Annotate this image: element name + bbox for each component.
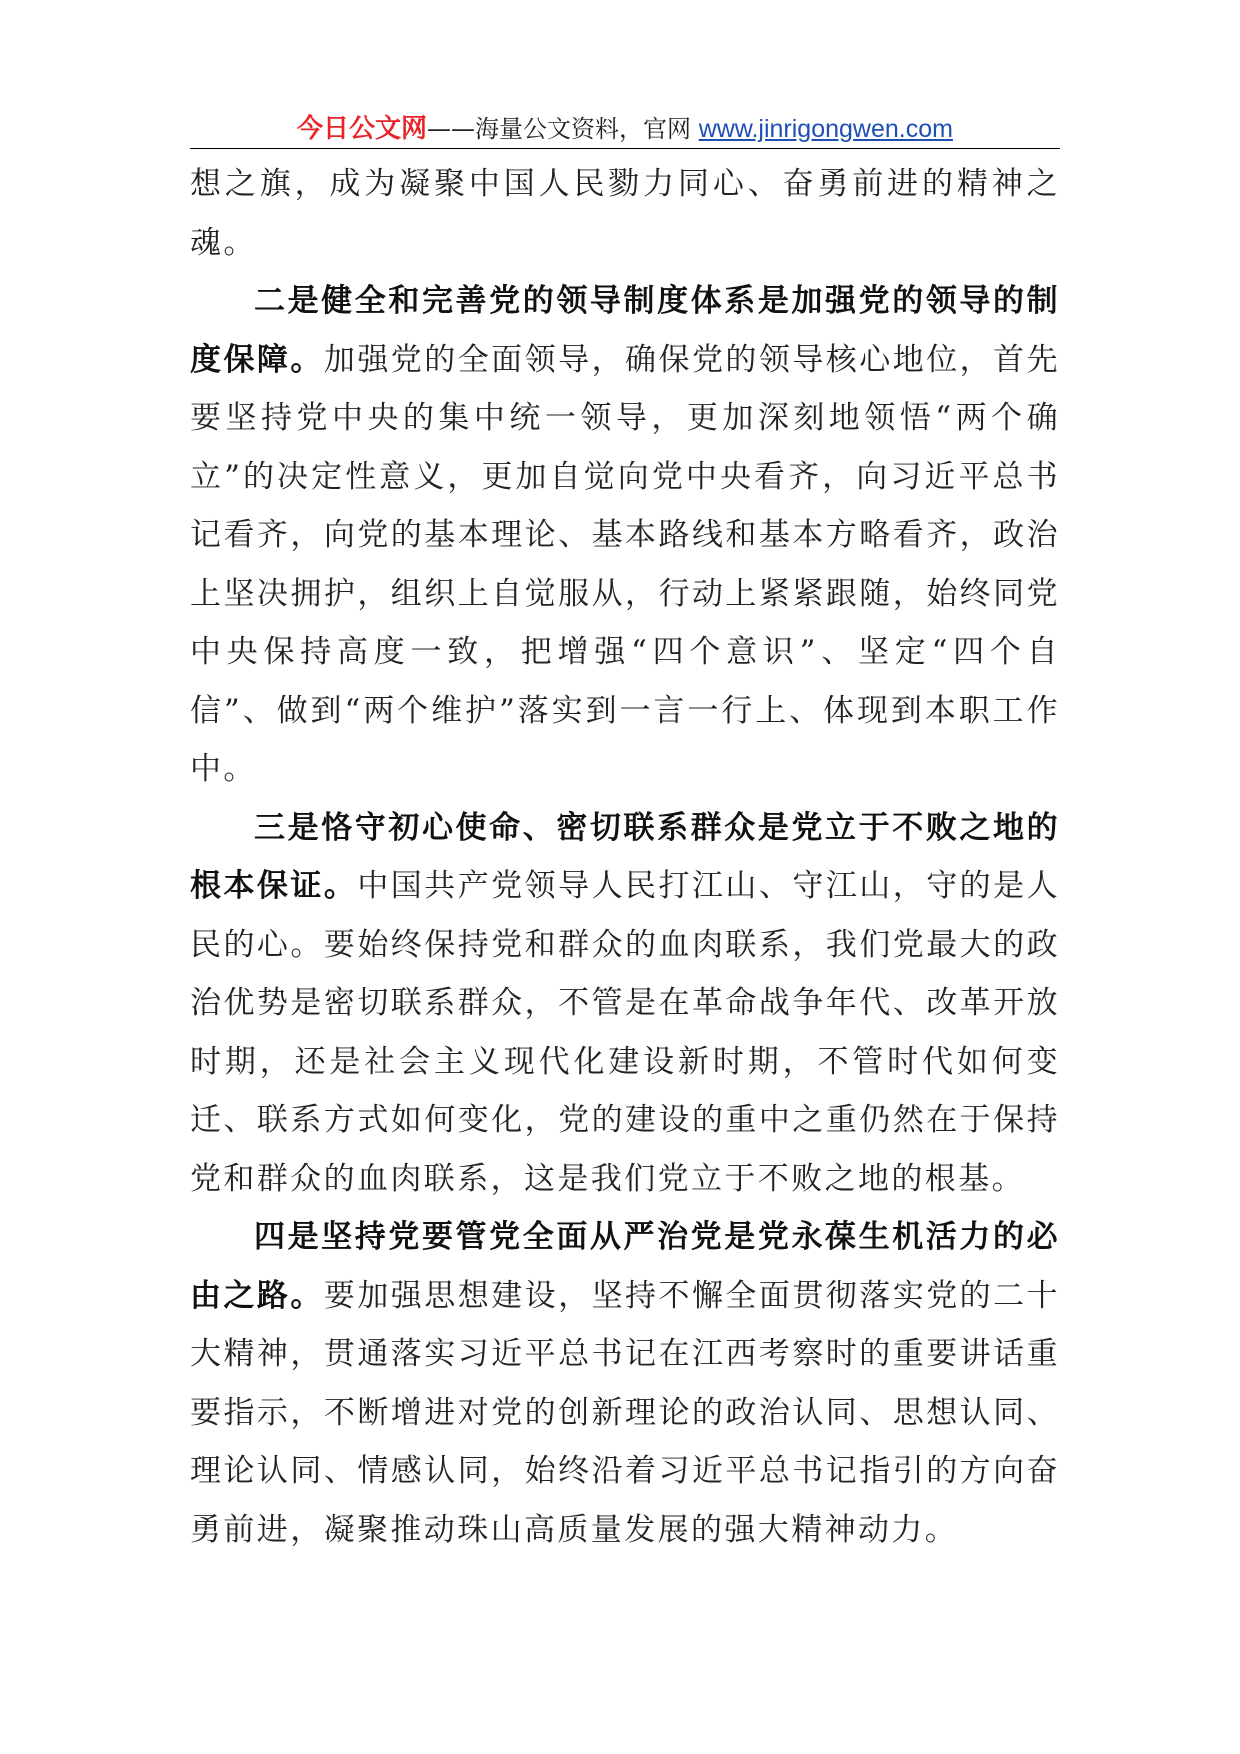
website-link[interactable]: www.jinrigongwen.com: [698, 115, 953, 143]
paragraph-point-3: [190, 799, 1060, 1209]
site-name: 今日公文网: [297, 114, 428, 144]
paragraph-text: 中国共产党领导人民打江山、守江山，守的是人民的心。要始终保持党和群众的血肉联系，我们党最大的政治优势是密切联系群众，不管是在革命战争年代、改革开放时期，还是社会主义现代化建设新时期，不管时代如何变迁、联系方式如何变化，党的建设的重中之重仍然在于保持党和群众的血肉联系，这是我们党立于不败之地的根基。: [190, 868, 1061, 1197]
paragraph-heading: 三是恪守初心使命、密切联系群众是党立于不败之地的根本保证。: [190, 809, 1060, 904]
paragraph-heading: 二是健全和完善党的领导制度体系是加强党的领导的制度保障。: [190, 283, 1060, 378]
paragraph-text: 想之旗，成为凝聚中国人民勠力同心、奋勇前进的精神之魂。: [190, 166, 1060, 261]
paragraph-heading: 四是坚持党要管党全面从严治党是党永葆生机活力的必由之路。: [190, 1219, 1060, 1314]
paragraph-text: 要加强思想建设，坚持不懈全面贯彻落实党的二十大精神，贯通落实习近平总书记在江西考察时的重要讲话重要指示，不断增进对党的创新理论的政治认同、思想认同、理论认同、情感认同，始终沿着习近平总书记指引的方向奋勇前进，凝聚推动珠山高质量发展的强大精神动力。: [190, 1277, 1060, 1548]
paragraph-continued: [190, 155, 1060, 272]
paragraph-point-4: [190, 1208, 1060, 1559]
page-header: [190, 108, 1060, 149]
document-body: [190, 155, 1060, 1559]
paragraph-point-2: [190, 272, 1060, 799]
paragraph-text: 加强党的全面领导，确保党的领导核心地位，首先要坚持党中央的集中统一领导，更加深刻地领悟“两个确立”的决定性意义，更加自觉向党中央看齐，向习近平总书记看齐，向党的基本理论、基本路线和基本方略看齐，政治上坚决拥护，组织上自觉服从，行动上紧紧跟随，始终同党中央保持高度一致，把增强“四个意识”、坚定“四个自信”、做到“两个维护”落实到一言一行上、体现到本职工作中。: [190, 341, 1060, 787]
header-tagline: ——海量公文资料，官网: [427, 115, 699, 143]
